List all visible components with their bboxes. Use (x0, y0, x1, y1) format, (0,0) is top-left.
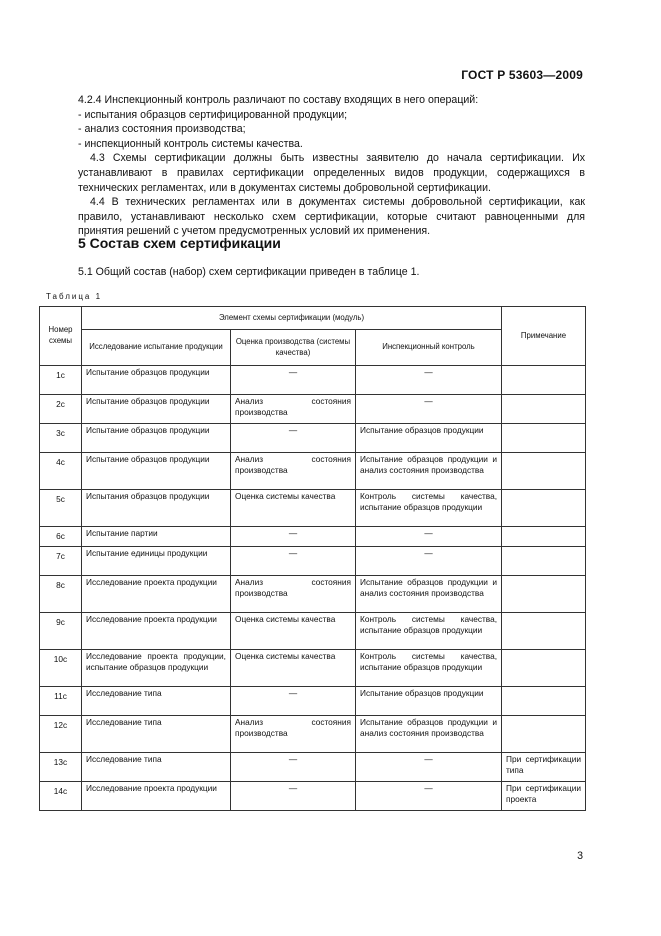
section-heading: 5 Состав схем сертификации (78, 235, 281, 251)
cell-note (502, 395, 586, 424)
table-row (40, 453, 586, 490)
cell-scheme-number: 11с (40, 687, 82, 716)
page-number: 3 (577, 850, 583, 862)
cell-inspection: — (356, 753, 502, 782)
cell-inspection: Испытание образцов продукции (356, 424, 502, 453)
document-code-header: ГОСТ Р 53603—2009 (461, 68, 583, 82)
cell-note (502, 576, 586, 613)
cell-scheme-number: 8с (40, 576, 82, 613)
cell-inspection: — (356, 527, 502, 547)
cell-scheme-number: 13с (40, 753, 82, 782)
cell-research: Испытание единицы продукции (82, 547, 231, 576)
list-item: - инспекционный контроль системы качества. (78, 137, 303, 150)
cell-scheme-number: 2с (40, 395, 82, 424)
table-row (40, 366, 586, 395)
cell-research: Испытание образцов продукции (82, 366, 231, 395)
cell-production: — (231, 527, 356, 547)
cell-inspection: — (356, 366, 502, 395)
cell-note (502, 613, 586, 650)
cell-production: — (231, 424, 356, 453)
cell-note (502, 527, 586, 547)
cell-note (502, 687, 586, 716)
paragraph-4-3: 4.3 Схемы сертификации должны быть известны заявителю до начала сертификации. Их устанавливают в правилах сертификации определенных видов продукции, содержащихся в технических регламентах, или в документах системы добровольной сертификации. (78, 152, 585, 194)
cell-production: Анализ состояния производства (231, 716, 356, 753)
table-row (40, 650, 586, 687)
list-item: - анализ состояния производства; (78, 123, 246, 136)
cell-research: Исследование проекта продукции (82, 576, 231, 613)
cell-note (502, 650, 586, 687)
header-note: Примечание (502, 307, 586, 366)
cell-research: Испытание образцов продукции (82, 424, 231, 453)
table-row (40, 490, 586, 527)
cell-production: Анализ состояния производства (231, 576, 356, 613)
cell-note (502, 366, 586, 395)
cell-scheme-number: 9с (40, 613, 82, 650)
table-row (40, 716, 586, 753)
cell-production: — (231, 366, 356, 395)
cell-inspection: Испытание образцов продукции и анализ состояния производства (356, 716, 502, 753)
table-row (40, 613, 586, 650)
paragraph-4-4: 4.4 В технических регламентах или в документах системы добровольной сертификации, как правило, устанавливают несколько схем сертификации, которые считают равноценными для принятия решений с учетом предусмотренных условий их применения. (78, 196, 585, 238)
cell-production: — (231, 547, 356, 576)
header-element-group: Элемент схемы сертификации (модуль) (82, 307, 502, 330)
cell-inspection: Контроль системы качества, испытание образцов продукции (356, 650, 502, 687)
cell-production: — (231, 782, 356, 811)
table-row (40, 424, 586, 453)
table-row (40, 547, 586, 576)
cell-research: Исследование типа (82, 687, 231, 716)
section-intro: 5.1 Общий состав (набор) схем сертификации приведен в таблице 1. (78, 266, 420, 278)
table-row (40, 576, 586, 613)
certification-schemes-table (39, 306, 586, 811)
cell-scheme-number: 14с (40, 782, 82, 811)
header-production: Оценка производства (системы качества) (231, 330, 356, 366)
table-row (40, 782, 586, 811)
cell-research: Исследование проекта продукции (82, 782, 231, 811)
cell-production: Оценка системы качества (231, 613, 356, 650)
cell-scheme-number: 6с (40, 527, 82, 547)
cell-inspection: — (356, 395, 502, 424)
cell-production: Анализ состояния производства (231, 395, 356, 424)
cell-scheme-number: 4с (40, 453, 82, 490)
cell-research: Испытания образцов продукции (82, 490, 231, 527)
cell-inspection: Испытание образцов продукции и анализ состояния производства (356, 453, 502, 490)
cell-production: Оценка системы качества (231, 490, 356, 527)
cell-inspection: — (356, 547, 502, 576)
table-row (40, 687, 586, 716)
cell-production: — (231, 687, 356, 716)
table-row (40, 527, 586, 547)
cell-scheme-number: 7с (40, 547, 82, 576)
cell-production: Анализ состояния производства (231, 453, 356, 490)
cell-note (502, 490, 586, 527)
cell-scheme-number: 5с (40, 490, 82, 527)
cell-research: Испытание образцов продукции (82, 453, 231, 490)
header-scheme-number: Номер схемы (40, 307, 82, 366)
cell-inspection: Контроль системы качества, испытание образцов продукции (356, 613, 502, 650)
cell-research: Исследование типа (82, 753, 231, 782)
cell-note (502, 716, 586, 753)
cell-note (502, 424, 586, 453)
table-body (40, 366, 586, 811)
cell-note (502, 547, 586, 576)
cell-inspection: Испытание образцов продукции и анализ состояния производства (356, 576, 502, 613)
body-text-block (78, 93, 585, 239)
cell-scheme-number: 3с (40, 424, 82, 453)
cell-production: Оценка системы качества (231, 650, 356, 687)
cell-research: Испытание партии (82, 527, 231, 547)
cell-research: Испытание образцов продукции (82, 395, 231, 424)
cell-scheme-number: 1с (40, 366, 82, 395)
cell-scheme-number: 10с (40, 650, 82, 687)
cell-inspection: Испытание образцов продукции (356, 687, 502, 716)
cell-research: Исследование типа (82, 716, 231, 753)
cell-inspection: Контроль системы качества, испытание образцов продукции (356, 490, 502, 527)
cell-inspection: — (356, 782, 502, 811)
cell-research: Исследование проекта продукции, испытание образцов продукции (82, 650, 231, 687)
cell-note: При сертификации типа (502, 753, 586, 782)
table-row (40, 395, 586, 424)
list-item: - испытания образцов сертифицированной продукции; (78, 108, 348, 121)
paragraph-4-2-4: 4.2.4 Инспекционный контроль различают по составу входящих в него операций: (78, 94, 479, 106)
cell-note (502, 453, 586, 490)
cell-scheme-number: 12с (40, 716, 82, 753)
header-inspection: Инспекционный контроль (356, 330, 502, 366)
table-row (40, 753, 586, 782)
cell-research: Исследование проекта продукции (82, 613, 231, 650)
header-research: Исследование испытание продукции (82, 330, 231, 366)
table-label: Таблица 1 (46, 292, 103, 301)
cell-production: — (231, 753, 356, 782)
cell-note: При сертификации проекта (502, 782, 586, 811)
